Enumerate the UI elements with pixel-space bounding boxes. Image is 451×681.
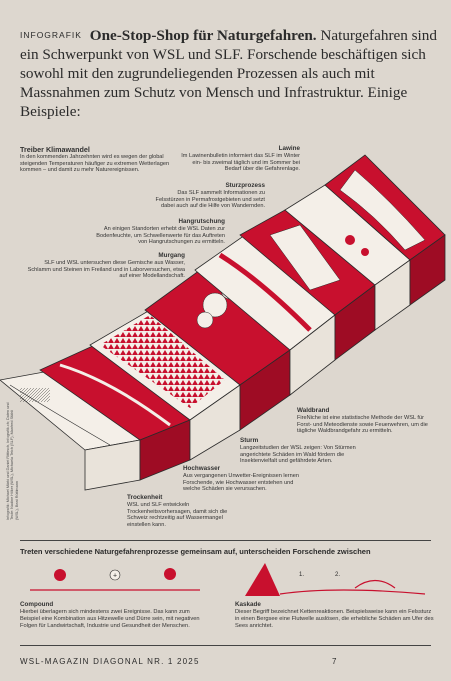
divider-top: [20, 540, 431, 541]
label-trockenheit: Trockenheit WSL und SLF entwickeln Trockenheitsvorhersagen, damit sich die Schweiz rechtzeitig auf Wassermangel einstellen kann.: [127, 494, 228, 528]
bottom-title: Treten verschiedene Naturgefahrenprozesse gemeinsam auf, unterscheiden Forschende zwischen: [20, 547, 371, 556]
label-treiber-klimawandel: Treiber Klimawandel In den kommenden Jahrzehnten wird es wegen der global steigenden Temperaturen häufiger zu extremen Wetterlagen kommen – und damit zu mehr Naturereignissen.: [20, 145, 170, 174]
label-hangrutschung: Hangrutschung An einigen Standorten erhebt die WSL Daten zur Bodenfeuchte, um Schwellenwerte für das Auftreten von Hangrutschungen zu ermitteln.: [96, 218, 225, 246]
intro-paragraph: [20, 26, 440, 121]
divider-bottom: [20, 645, 431, 646]
sun-icon-2: [164, 568, 176, 580]
page-number: 7: [332, 657, 337, 666]
label-murgang: Murgang SLF und WSL untersuchen diese Gemische aus Wasser, Schlamm und Steinen im Freiland und in Laborversuchen, etwa auf einer Modellandschaft.: [27, 252, 185, 280]
label-hochwasser: Hochwasser Aus vergangenen Unwetter-Ereignissen lernen Forschende, wie Hochwasser entstehen und welche Schäden sie verursachen.: [183, 465, 299, 493]
wave-icon: [355, 581, 395, 589]
intro-text: Naturgefahren sind ein Schwerpunkt von WSL und SLF. Forschende beschäftigen sich sowohl mit den zugrundeliegenden Prozessen als auch mit Massnahmen zum Schutz von Mensch und Infrastruktur. Einige Beispiele:: [20, 27, 437, 120]
intro-lead: One-Stop-Shop für Naturgefahren.: [89, 27, 317, 44]
step-1: 1.: [299, 572, 305, 578]
label-sturzprozess: Sturzprozess Das SLF sammelt Informationen zu Felsstürzen in Permafrostgebieten und setzt dabei auch auf die Hilfe von Wandernden.: [155, 182, 265, 210]
step-2: 2.: [335, 572, 341, 578]
label-lawine: Lawine Im Lawinenbulletin informiert das SLF im Winter ein- bis zweimal täglich und im Sommer bei Bedarf über die Gefahrenlage.: [181, 145, 300, 173]
plus-sign: +: [112, 572, 118, 580]
footer-magazine: WSL-MAGAZIN DIAGONAL NR. 1 2025: [20, 657, 200, 666]
credit-text: Infografik: Michael Märki und Daniel Rittirsch, Infografik.ch; Daten und Texte: Nadine Hilker (WSL), Michaela Teich (SLF), Manfred Stähli (WSL), Beat Rüttimann: [6, 402, 19, 520]
mountain-icon: [245, 563, 280, 596]
compound-box: Compound Hierbei überlagern sich mindestens zwei Ereignisse. Das kann zum Beispiel eine Kombination aus Hitzewelle und Dürre sein, mit negativen Folgen für Landwirtschaft, Industrie und Gesundheit der Menschen.: [20, 601, 200, 629]
kaskade-box: Kaskade Dieser Begriff bezeichnet Kettenreaktionen. Beispielsweise kann ein Felssturz in einen Bergsee eine Flutwelle auslösen, die erhebliche Schäden am Ufer des Sees anrichtet.: [235, 601, 434, 629]
label-sturm: Sturm Langzeitstudien der WSL zeigen: Von Stürmen angerichtete Schäden im Wald fördern die Insektenvielfalt und gefährdete Arten.: [240, 437, 356, 465]
infografik-tag: INFOGRAFIK: [20, 30, 82, 40]
sun-icon: [54, 569, 66, 581]
kaskade-illustration: [235, 558, 435, 600]
label-waldbrand: Waldbrand FireNiche ist eine statistische Methode der WSL für Forst- und Meteodienste sowie Feuerwehren, um die tägliche Waldbrandgefahr zu ermitteln.: [297, 407, 428, 435]
compound-illustration: [20, 560, 210, 600]
